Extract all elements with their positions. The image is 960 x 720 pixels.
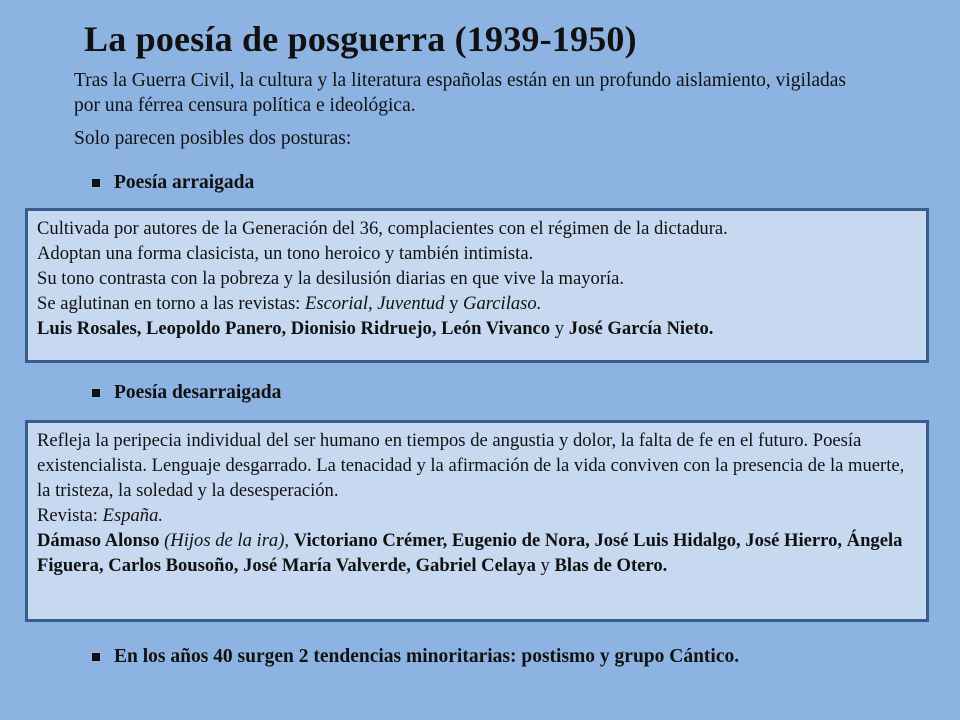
slide-title: La poesía de posguerra (1939-1950) bbox=[84, 19, 637, 59]
magazine-name: Garcilaso. bbox=[463, 293, 542, 314]
square-bullet-icon bbox=[92, 653, 100, 661]
bullet-heading: Poesía arraigada bbox=[114, 172, 255, 193]
authors-line bbox=[37, 528, 918, 578]
bullet-poesia-desarraigada bbox=[92, 380, 281, 405]
work-title: (Hijos de la ira), bbox=[159, 530, 294, 551]
author-names: Victoriano Crémer, Eugenio de Nora, José Luis Hidalgo, José Hierro, Ángela Figuera, Carlos Bousoño, José María Valverde, Gabriel Celaya bbox=[37, 530, 903, 576]
box-poesia-arraigada bbox=[25, 208, 929, 363]
box-poesia-desarraigada bbox=[25, 420, 929, 622]
magazines-prefix: Se aglutinan en torno a las revistas: bbox=[37, 293, 305, 314]
bullet-heading: Poesía desarraigada bbox=[114, 382, 282, 403]
author-names: Luis Rosales, Leopoldo Panero, Dionisio Ridruejo, León Vivanco bbox=[37, 318, 551, 339]
text-line: Su tono contrasta con la pobreza y la desilusión diarias en que vive la mayoría. bbox=[37, 268, 625, 289]
intro-postures: Solo parecen posibles dos posturas: bbox=[74, 128, 352, 149]
text-line: Cultivada por autores de la Generación del 36, complacientes con el régimen de la dictadura. bbox=[37, 218, 728, 239]
bullet-heading: En los años 40 surgen 2 tendencias minoritarias: postismo y grupo Cántico. bbox=[114, 646, 740, 667]
text-paragraph: Refleja la peripecia individual del ser humano en tiempos de angustia y dolor, la falta de fe en el futuro. Poesía existencialista. Lenguaje desgarrado. La tenacidad y la afirmación de la vida conviven con la presencia de la muerte, la tristeza, la soledad y la desesperación. bbox=[37, 430, 905, 501]
author-names: Blas de Otero. bbox=[554, 555, 668, 576]
author-names: Dámaso Alonso bbox=[37, 530, 160, 551]
connector: y bbox=[535, 555, 555, 576]
magazine-prefix: Revista: bbox=[37, 505, 103, 526]
text-line bbox=[37, 503, 918, 528]
square-bullet-icon bbox=[92, 179, 100, 187]
square-bullet-icon bbox=[92, 389, 100, 397]
connector: y bbox=[550, 318, 569, 339]
text-line: Adoptan una forma clasicista, un tono heroico y también intimista. bbox=[37, 243, 534, 264]
authors-line bbox=[37, 316, 918, 341]
text-line bbox=[37, 291, 918, 316]
bullet-minor-trends bbox=[92, 644, 739, 669]
connector: y bbox=[444, 293, 464, 314]
bullet-poesia-arraigada bbox=[92, 170, 254, 195]
author-names: José García Nieto. bbox=[568, 318, 714, 339]
magazine-name: España. bbox=[102, 505, 164, 526]
magazine-name: Escorial, Juventud bbox=[305, 293, 445, 314]
intro-paragraph: Tras la Guerra Civil, la cultura y la literatura españolas están en un profundo aislamiento, vigiladas por una férrea censura política e ideológica. bbox=[74, 70, 847, 116]
